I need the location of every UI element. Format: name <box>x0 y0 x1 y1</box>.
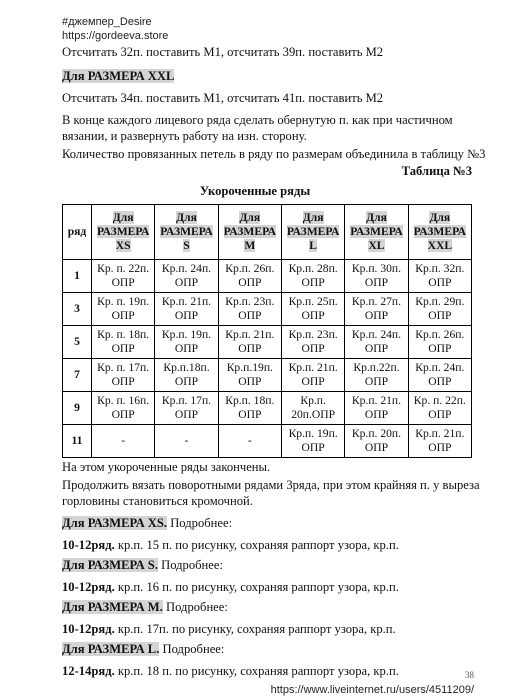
table-cell <box>281 425 344 458</box>
table-cell <box>218 293 281 326</box>
heading-text: Для РАЗМЕРА L. <box>62 642 160 656</box>
heading-text: Для РАЗМЕРА XXL <box>62 69 175 83</box>
size-s-instruction <box>62 579 399 595</box>
cell-line: Кр.п. 24п. <box>415 361 465 374</box>
text-line: Продолжить вязать поворотными рядами 3ряда, при этом крайняя п. у выреза <box>62 478 480 492</box>
table-cell <box>155 359 218 392</box>
more-label: Подробнее: <box>157 558 223 572</box>
cell-line: ОПР <box>364 375 389 388</box>
more-label: Подробнее: <box>162 600 228 614</box>
table-cell <box>218 260 281 293</box>
header-line: РАЗМЕРА <box>223 225 277 238</box>
cell-line: ОПР <box>111 276 135 289</box>
section-heading-xxl <box>62 68 174 84</box>
cell-line: ОПР <box>111 375 135 388</box>
heading-text: Для РАЗМЕРА S. <box>62 558 158 572</box>
cell-line: - <box>247 434 252 447</box>
table-row <box>63 425 472 458</box>
cell-line: Кр.п. 21п. <box>415 427 465 440</box>
header-line: L <box>309 239 318 252</box>
cell-line: Кр.п. 21п. <box>225 328 275 341</box>
table-cell <box>218 326 281 359</box>
cell-line: ОПР <box>111 408 135 421</box>
cell-line: ОПР <box>364 342 389 355</box>
hashtag: #джемпер_Desire <box>62 16 152 28</box>
cell-line: Кр.п. 21п. <box>288 361 338 374</box>
header-line: Для <box>429 211 451 224</box>
row-number: 5 <box>63 326 92 359</box>
cell-line: Кр. п. 22п. <box>413 394 466 407</box>
table-cell <box>218 425 281 458</box>
cell-line: ОПР <box>428 408 452 421</box>
table-cell <box>408 359 471 392</box>
size-xs-instruction <box>62 537 399 553</box>
header-line: Для <box>176 211 197 224</box>
table-row <box>63 260 472 293</box>
cell-line: Кр.п. 17п. <box>161 394 212 407</box>
size-column-header <box>408 205 471 260</box>
row-range: 10-12ряд. <box>62 622 115 636</box>
cell-line: ОПР <box>364 276 389 289</box>
table-cell <box>92 260 155 293</box>
text-line: Отсчитать 34п. поставить М1, отсчитать 41п. поставить М2 <box>62 91 384 105</box>
row-range: 10-12ряд. <box>62 580 115 594</box>
cell-line: ОПР <box>238 342 262 355</box>
table-cell <box>92 293 155 326</box>
cell-line: ОПР <box>238 375 262 388</box>
cell-line: - <box>121 434 126 447</box>
cell-line: Кр.п. 20п. <box>351 427 402 440</box>
size-s-heading <box>62 557 223 573</box>
heading-text: Для РАЗМЕРА M. <box>62 600 163 614</box>
cell-line: Кр. п. 18п. <box>97 328 150 341</box>
table-cell <box>92 359 155 392</box>
table-cell <box>281 293 344 326</box>
cell-line: Кр.п. 24п. <box>351 328 402 341</box>
header-line: РАЗМЕРА <box>413 225 467 238</box>
cell-line: Кр.п. 25п. <box>288 295 338 308</box>
cell-line: ОПР <box>111 309 135 322</box>
text-line: Количество провязанных петель в ряду по размерам объединила в таблицу №3 <box>62 147 486 161</box>
page-number: 38 <box>465 670 474 680</box>
header-line: РАЗМЕРА <box>286 225 340 238</box>
table-cell <box>92 392 155 425</box>
table-cell <box>92 326 155 359</box>
cell-line: ОПР <box>301 441 325 454</box>
size-l-heading <box>62 641 224 657</box>
cell-line: Кр. п. 19п. <box>97 295 150 308</box>
instruction-text: кр.п. 17п. по рисунку, сохраняя раппорт узора, кр.п. <box>114 622 396 636</box>
header-line: M <box>244 239 256 252</box>
header-line: Для <box>112 211 134 224</box>
header-line: РАЗМЕРА <box>96 225 150 238</box>
cell-line: ОПР <box>428 276 452 289</box>
cell-line: ОПР <box>301 276 325 289</box>
cell-line: ОПР <box>301 375 325 388</box>
cell-line: ОПР <box>238 276 262 289</box>
cell-line: Кр.п. 32п. <box>415 262 465 275</box>
table-row <box>63 392 472 425</box>
table-cell <box>345 326 408 359</box>
text-line: вязании, и развернуть работу на изн. сторону. <box>62 129 307 143</box>
cell-line: Кр.п.19п. <box>226 361 273 374</box>
size-xs-heading <box>62 515 232 531</box>
row-number: 3 <box>63 293 92 326</box>
more-label: Подробнее: <box>159 642 225 656</box>
table-cell <box>408 293 471 326</box>
table-title: Укороченные ряды <box>199 184 311 198</box>
table-cell <box>281 392 344 425</box>
cell-line: Кр.п. 28п. <box>288 262 338 275</box>
cell-line: Кр.п. 21п. <box>351 394 402 407</box>
header-line: XS <box>115 239 131 252</box>
size-l-instruction <box>62 663 399 679</box>
more-label: Подробнее: <box>167 516 233 530</box>
size-column-header <box>155 205 218 260</box>
table-cell <box>408 260 471 293</box>
size-m-instruction <box>62 621 396 637</box>
cell-line: ОПР <box>174 408 199 421</box>
header-line: Для <box>366 211 387 224</box>
table-cell <box>155 293 218 326</box>
row-number: 9 <box>63 392 92 425</box>
text-line: В конце каждого лицевого ряда сделать обернутую п. как при частичном <box>62 113 453 127</box>
table-cell <box>218 392 281 425</box>
cell-line: - <box>184 434 189 447</box>
cell-line: Кр.п. 23п. <box>288 328 338 341</box>
cell-line: Кр.п. 24п. <box>161 262 212 275</box>
row-range: 12-14ряд. <box>62 664 115 678</box>
cell-line: Кр. п. 17п. <box>97 361 150 374</box>
header-line: XL <box>368 239 385 252</box>
cell-line: ОПР <box>174 342 199 355</box>
cell-line: Кр.п. 23п. <box>225 295 275 308</box>
table-cell <box>155 326 218 359</box>
table-cell <box>218 359 281 392</box>
site-link[interactable]: https://gordeeva.store <box>62 30 169 42</box>
text-line: На этом укороченные ряды закончены. <box>62 460 271 474</box>
cell-line: ОПР <box>428 309 452 322</box>
cell-line: Кр. п. 16п. <box>97 394 150 407</box>
header-line: Для <box>302 211 324 224</box>
table-cell <box>408 392 471 425</box>
size-column-header <box>92 205 155 260</box>
instruction-text: кр.п. 15 п. по рисунку, сохраняя раппорт узора, кр.п. <box>114 538 399 552</box>
table-cell <box>345 293 408 326</box>
row-range: 10-12ряд. <box>62 538 115 552</box>
cell-line: ОПР <box>364 408 389 421</box>
table-row <box>63 293 472 326</box>
cell-line: Кр.п. <box>300 394 326 407</box>
cell-line: Кр.п. 18п. <box>225 394 275 407</box>
header-line: РАЗМЕРА <box>160 225 213 238</box>
cell-line: ОПР <box>174 276 199 289</box>
source-url[interactable]: https://www.liveinternet.ru/users/4511209/ <box>270 684 474 696</box>
heading-text: Для РАЗМЕРА XS. <box>62 516 168 530</box>
cell-line: ОПР <box>428 441 452 454</box>
cell-line: ОПР <box>111 342 135 355</box>
cell-line: Кр.п. 19п. <box>161 328 212 341</box>
cell-line: Кр.п. 27п. <box>351 295 402 308</box>
table-row <box>63 326 472 359</box>
cell-line: ОПР <box>238 309 262 322</box>
cell-line: ОПР <box>301 309 325 322</box>
cell-line: Кр.п. 30п. <box>351 262 402 275</box>
cell-line: ОПР <box>428 375 452 388</box>
header-line: S <box>183 239 190 252</box>
cell-line: ОПР <box>238 408 262 421</box>
row-column-header: ряд <box>63 205 92 260</box>
cell-line: ОПР <box>428 342 452 355</box>
size-column-header <box>218 205 281 260</box>
table-cell <box>408 425 471 458</box>
cell-line: Кр.п.22п. <box>353 361 400 374</box>
row-number: 11 <box>63 425 92 458</box>
cell-line: ОПР <box>364 441 389 454</box>
table-cell <box>92 425 155 458</box>
row-number: 7 <box>63 359 92 392</box>
table-cell <box>345 392 408 425</box>
cell-line: ОПР <box>301 342 325 355</box>
table-number: Таблица №3 <box>401 164 472 178</box>
cell-line: Кр.п. 26п. <box>225 262 275 275</box>
cell-line: ОПР <box>174 309 199 322</box>
size-column-header <box>345 205 408 260</box>
cell-line: 20п.ОПР <box>291 408 336 421</box>
cell-line: ОПР <box>174 375 199 388</box>
table-cell <box>155 425 218 458</box>
instruction-text: кр.п. 18 п. по рисунку, сохраняя раппорт узора, кр.п. <box>114 664 399 678</box>
instruction-text: кр.п. 16 п. по рисунку, сохраняя раппорт узора, кр.п. <box>114 580 399 594</box>
text-line: горловины становиться кромочной. <box>62 494 253 508</box>
header-line: XXL <box>427 239 453 252</box>
table-cell <box>408 326 471 359</box>
size-column-header <box>281 205 344 260</box>
header-line: Для <box>239 211 261 224</box>
cell-line: Кр.п. 19п. <box>288 427 338 440</box>
table-cell <box>345 425 408 458</box>
table-cell <box>281 260 344 293</box>
table-cell <box>281 359 344 392</box>
text-line: Отсчитать 32п. поставить М1, отсчитать 39п. поставить М2 <box>62 45 384 59</box>
cell-line: Кр.п. 29п. <box>415 295 465 308</box>
row-number: 1 <box>63 260 92 293</box>
cell-line: Кр.п.18п. <box>163 361 210 374</box>
table-cell <box>155 392 218 425</box>
table-cell <box>345 260 408 293</box>
cell-line: ОПР <box>364 309 389 322</box>
table-row <box>63 359 472 392</box>
size-m-heading <box>62 599 228 615</box>
header-line: РАЗМЕРА <box>350 225 403 238</box>
cell-line: Кр.п. 26п. <box>415 328 465 341</box>
cell-line: Кр. п. 22п. <box>97 262 150 275</box>
cell-line: Кр.п. 21п. <box>161 295 212 308</box>
table-cell <box>345 359 408 392</box>
table-cell <box>155 260 218 293</box>
short-rows-table <box>62 204 472 458</box>
table-cell <box>281 326 344 359</box>
